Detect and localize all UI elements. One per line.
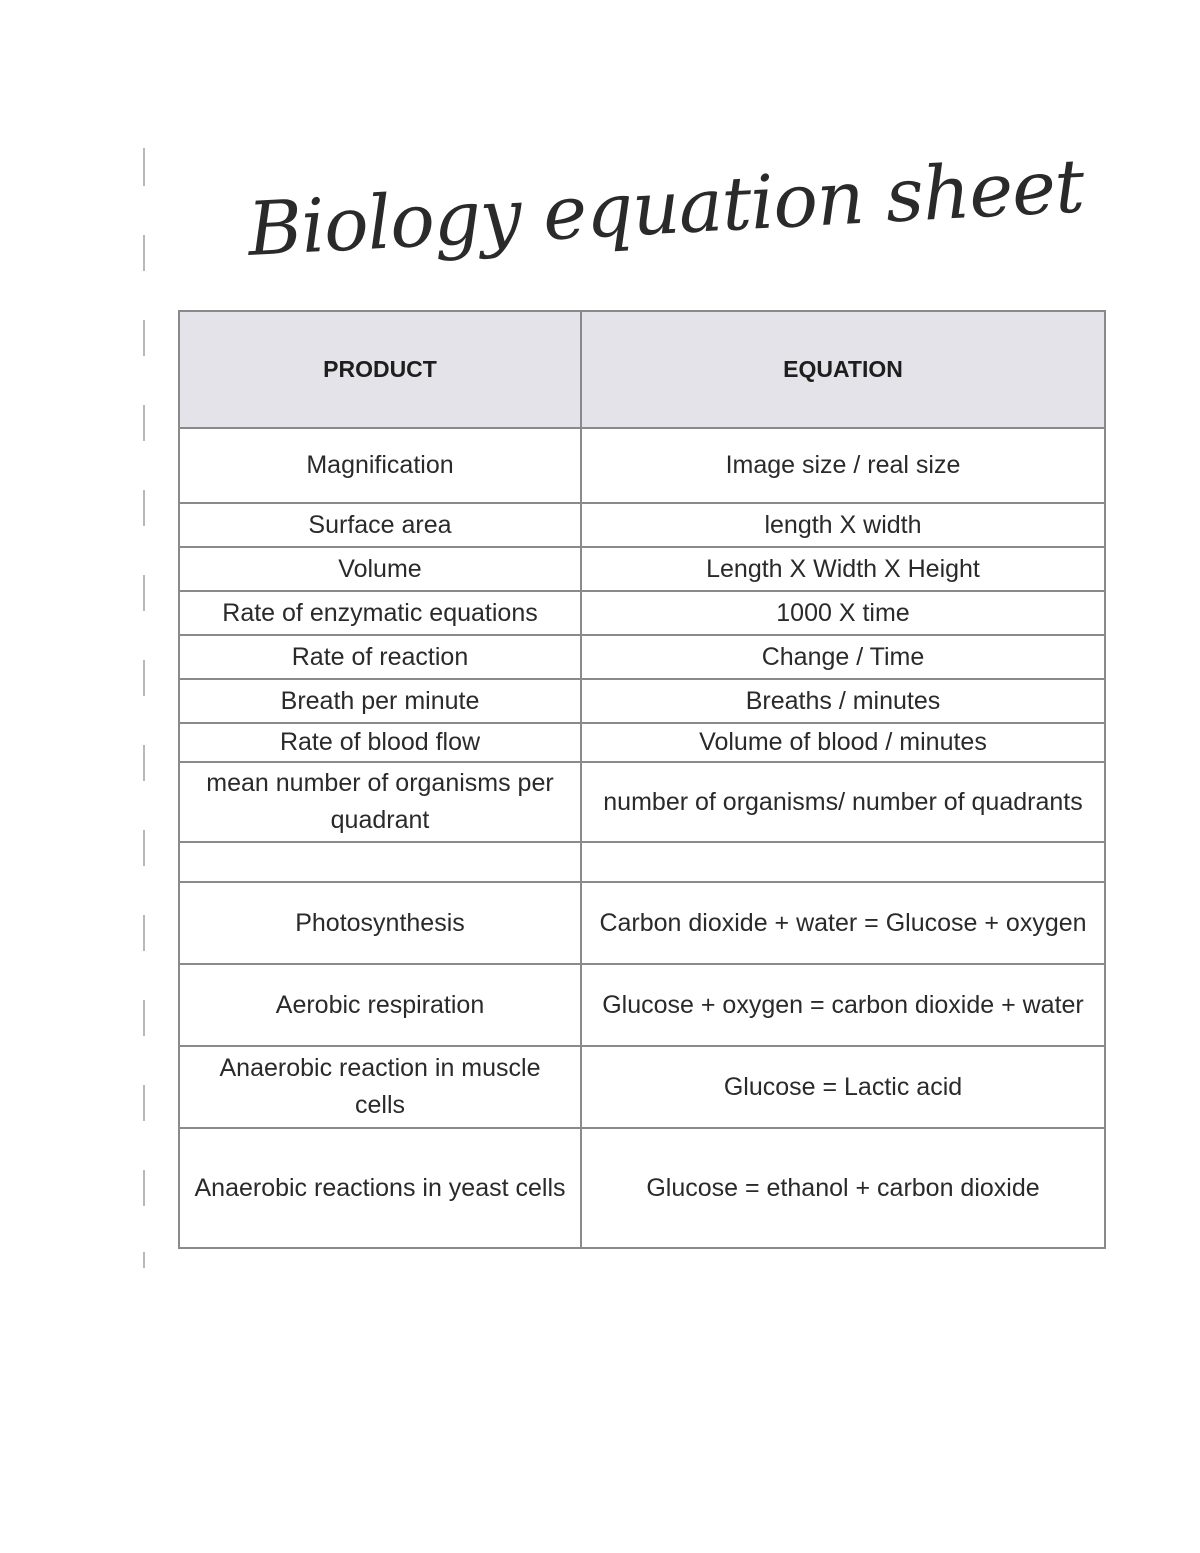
margin-mark [143, 745, 145, 781]
table-row [179, 1046, 1105, 1128]
product-cell: Rate of blood flow [179, 723, 581, 762]
equation-table [178, 310, 1106, 1249]
table-row [179, 882, 1105, 964]
table-row [179, 547, 1105, 591]
product-cell: Photosynthesis [179, 882, 581, 964]
margin-mark [143, 1170, 145, 1206]
table-row [179, 723, 1105, 762]
equation-cell: Glucose = ethanol + carbon dioxide [581, 1128, 1105, 1248]
margin-mark [143, 575, 145, 611]
equation-cell: Volume of blood / minutes [581, 723, 1105, 762]
product-cell: Anaerobic reaction in muscle cells [179, 1046, 581, 1128]
page-title: Biology equation sheet [245, 143, 1086, 273]
product-cell: Rate of enzymatic equations [179, 591, 581, 635]
margin-mark [143, 1085, 145, 1121]
product-cell: Breath per minute [179, 679, 581, 723]
equation-cell: length X width [581, 503, 1105, 547]
equation-cell: number of organisms/ number of quadrants [581, 762, 1105, 842]
equation-cell: Image size / real size [581, 428, 1105, 503]
table-row-empty [179, 842, 1105, 882]
margin-mark [143, 915, 145, 951]
margin-mark [143, 405, 145, 441]
margin-mark [143, 660, 145, 696]
equation-cell: Breaths / minutes [581, 679, 1105, 723]
column-header-product: PRODUCT [179, 311, 581, 428]
equation-cell: Glucose = Lactic acid [581, 1046, 1105, 1128]
equation-cell: 1000 X time [581, 591, 1105, 635]
margin-mark [143, 1252, 145, 1268]
table-row [179, 964, 1105, 1046]
table-row [179, 503, 1105, 547]
table-row [179, 762, 1105, 842]
product-cell: Anaerobic reactions in yeast cells [179, 1128, 581, 1248]
table-row [179, 428, 1105, 503]
table-row [179, 591, 1105, 635]
table-row [179, 635, 1105, 679]
margin-mark [143, 1000, 145, 1036]
margin-marks [143, 0, 147, 1553]
margin-mark [143, 830, 145, 866]
margin-mark [143, 148, 145, 186]
equation-cell: Glucose + oxygen = carbon dioxide + water [581, 964, 1105, 1046]
table-header-row [179, 311, 1105, 428]
product-cell: Volume [179, 547, 581, 591]
equation-cell: Carbon dioxide + water = Glucose + oxygen [581, 882, 1105, 964]
product-cell [179, 842, 581, 882]
margin-mark [143, 320, 145, 356]
product-cell: Surface area [179, 503, 581, 547]
table-row [179, 679, 1105, 723]
equation-cell [581, 842, 1105, 882]
equation-cell: Length X Width X Height [581, 547, 1105, 591]
product-cell: Magnification [179, 428, 581, 503]
margin-mark [143, 235, 145, 271]
table-row [179, 1128, 1105, 1248]
margin-mark [143, 490, 145, 526]
product-cell: Rate of reaction [179, 635, 581, 679]
column-header-equation: EQUATION [581, 311, 1105, 428]
product-cell: Aerobic respiration [179, 964, 581, 1046]
equation-cell: Change / Time [581, 635, 1105, 679]
product-cell: mean number of organisms per quadrant [179, 762, 581, 842]
